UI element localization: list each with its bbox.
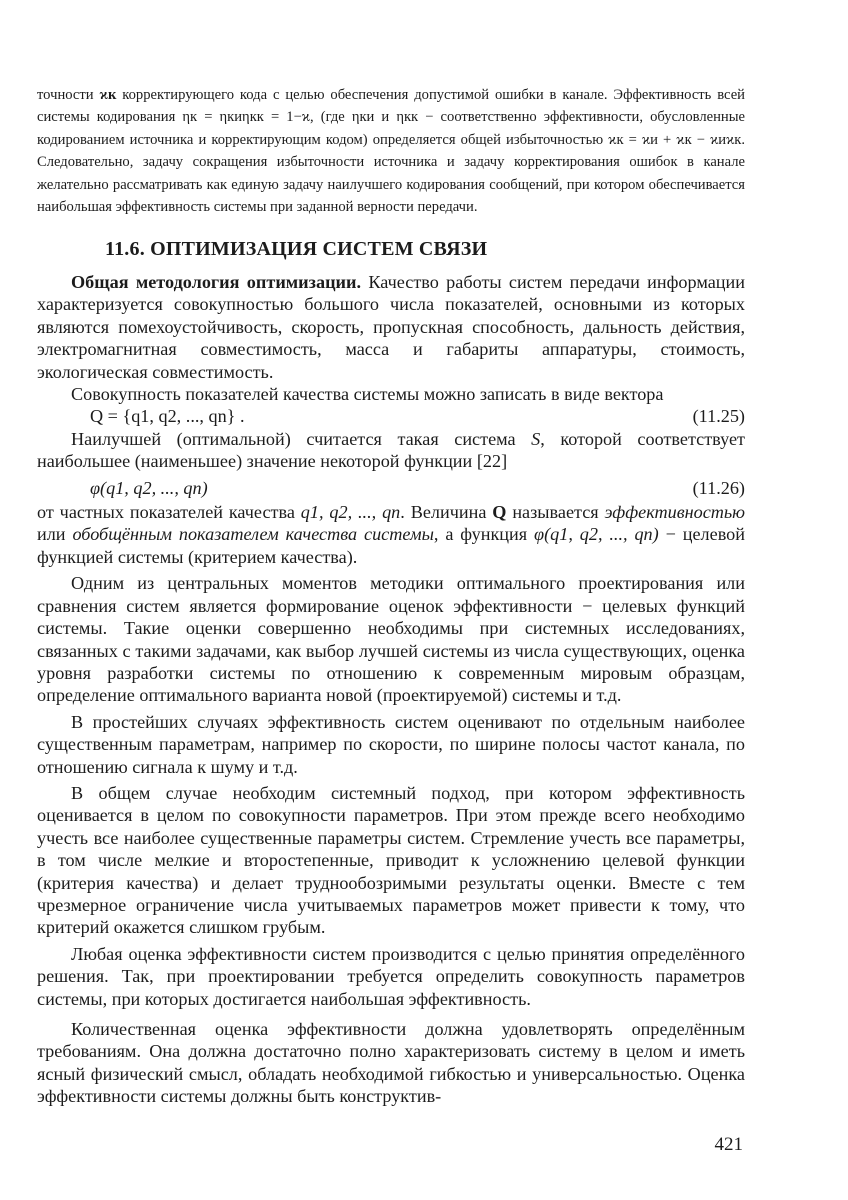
page-number: 421 [714,1134,743,1155]
eta-formula: ηк = ηкиηкк = 1−ϰ, [182,109,314,126]
equation-number: (11.25) [692,406,745,427]
equation-expression: Q = {q1, q2, ..., qn} . [90,406,245,427]
section-heading: 11.6. ОПТИМИЗАЦИЯ СИСТЕМ СВЯЗИ [105,238,488,260]
kappa-k-symbol: ϰк [99,87,117,103]
equation-11-25 [37,405,745,427]
symbol-S: S [531,428,541,449]
symbol-q-list: q1, q2, ..., qn [300,502,401,523]
paragraph-definition: от частных показателей качества q1, q2, ..., qn. Величина Q называется эффективностью или обобщённым показателем качества системы, а функция φ(q1, q2, ..., qn) − целевой функцией системы (критерием качества). [37,502,746,567]
term-generalized-index: обобщённым показателем качества системы [72,524,434,545]
term-efficiency: эффективностью [604,502,746,523]
paragraph-optimal: Наилучшей (оптимальной) считается такая система S, которой соответствует наибольшее (наименьшее) значение некоторой функции [22] [37,428,745,472]
kappa-formula: ϰк = ϰи + ϰк − ϰиϰк [608,131,742,148]
section-body [37,271,745,1108]
equation-number: (11.26) [692,477,745,498]
equation-11-26 [37,477,745,499]
equation-expression: φ(q1, q2, ..., qn) [90,477,208,498]
paragraph-lead: Общая методология оптимизации. [71,272,362,292]
paragraph-quantitative: Количественная оценка эффективности должна удовлетворять определённым требованиям. Она должна достаточно полно характеризовать систему в целом и иметь ясный физический смысл, обладать необходимой гибкостью и универсальностью. Оценка эффективности системы должны быть конструктив- [37,1019,745,1107]
symbol-Q: Q [492,502,507,523]
paragraph-methodology: Общая методология оптимизации. Качество работы систем передачи информации характеризуется совокупностью большого числа показателей, основными из которых являются помехоустойчивость, скорость, пропускная способность, дальность действия, электромагнитная совместимость, масса и габариты аппаратуры, стоимость, экологическая совместимость. [37,272,745,382]
paragraph-system-approach: В общем случае необходим системный подход, при котором эффективность оценивается в целом по совокупности параметров. При этом прежде всего необходимо учесть все наиболее существенные параметры систем. Стремление учесть все параметры, в том числе мелкие и второстепенные, приводит к усложнению целевой функции (критерия качества) и делает труднообозримыми результаты оценки. Вместе с тем чрезмерное ограничение числа учитываемых параметров может привести к тому, что критерий окажется слишком грубым. [37,782,745,938]
intro-text: точности ϰк корректирующего кода с целью обеспечения допустимой ошибки в канале. Эффективность всей системы кодирования ηк = ηкиηкк = 1−ϰ, (где ηки и ηкк − соответственно эффективности, обусловленные кодированием источника и корректирующим кодом) определяется общей избыточностью ϰк = ϰи + ϰк − ϰиϰк. Следовательно, задачу сокращения избыточности источника и задачу корректирования ошибок в канале желательно рассматривать как единую задачу наилучшего кодирования сообщений, при котором обеспечивается наибольшая эффективность системы при заданной верности передачи. [37,87,745,216]
paragraph-vector: Совокупность показателей качества системы можно записать в виде вектора [71,384,664,405]
intro-paragraph [37,84,745,218]
symbol-phi: φ(q1, q2, ..., qn) [534,524,659,545]
paragraph-simple-cases: В простейших случаях эффективность систем оценивают по отдельным наиболее существенным параметрам, например по скорости, по ширине полосы частот канала, по отношению сигнала к шуму и т.д. [37,711,745,777]
paragraph-central-moments: Одним из центральных моментов методики оптимального проектирования или сравнения систем является формирование оценок эффективности − целевых функций системы. Такие оценки совершенно необходимы при системных исследованиях, связанных с такими задачами, как выбор лучшей системы из числа существующих, оценка уровня разработки системы по отношению к современным мировым образцам, определение оптимального варианта новой (проектируемой) системы и т.д. [37,573,745,706]
paragraph-decision: Любая оценка эффективности систем производится с целью принятия определённого решения. Так, при проектировании требуется определить совокупность параметров системы, при которых достигается наибольшая эффективность. [37,943,745,1009]
